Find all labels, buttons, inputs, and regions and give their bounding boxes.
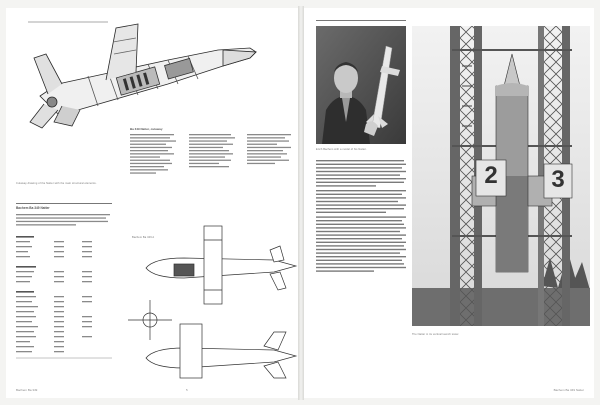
tower-mark-3: 3 bbox=[551, 166, 565, 193]
launch-tower-photo bbox=[412, 26, 590, 326]
tower-mark-2: 2 bbox=[484, 162, 498, 189]
right-page bbox=[304, 8, 594, 398]
page-number: 5 bbox=[186, 388, 188, 392]
three-view-drawing bbox=[124, 220, 300, 380]
parts-list bbox=[130, 134, 300, 178]
section-rule bbox=[316, 20, 406, 21]
parts-heading: Ba 349 Natter, cutaway bbox=[130, 127, 163, 131]
footer-right: Bachem Ba 349 Natter bbox=[553, 388, 584, 392]
left-page bbox=[6, 8, 298, 398]
body-text bbox=[316, 160, 408, 280]
portrait-caption: Erich Bachem with a model of his Natter. bbox=[316, 148, 367, 151]
drawing-label: Bachem Ba 349 A bbox=[132, 236, 155, 239]
cutaway-caption: Cutaway drawing of the Natter with the main structural elements. bbox=[16, 182, 97, 185]
parts-column bbox=[189, 134, 242, 178]
spec-heading: Bachem Ba 349 Natter bbox=[16, 206, 50, 210]
section-rule bbox=[16, 203, 112, 204]
spec-table bbox=[16, 236, 116, 376]
parts-column bbox=[247, 134, 300, 178]
portrait-photo bbox=[316, 26, 406, 144]
footer-left: Bachem Ba 349 bbox=[16, 388, 38, 392]
spec-intro-text bbox=[16, 214, 112, 232]
cutaway-drawing bbox=[18, 18, 268, 133]
parts-column bbox=[130, 134, 183, 178]
tower-caption: The Natter in its vertical launch tower. bbox=[412, 333, 460, 336]
